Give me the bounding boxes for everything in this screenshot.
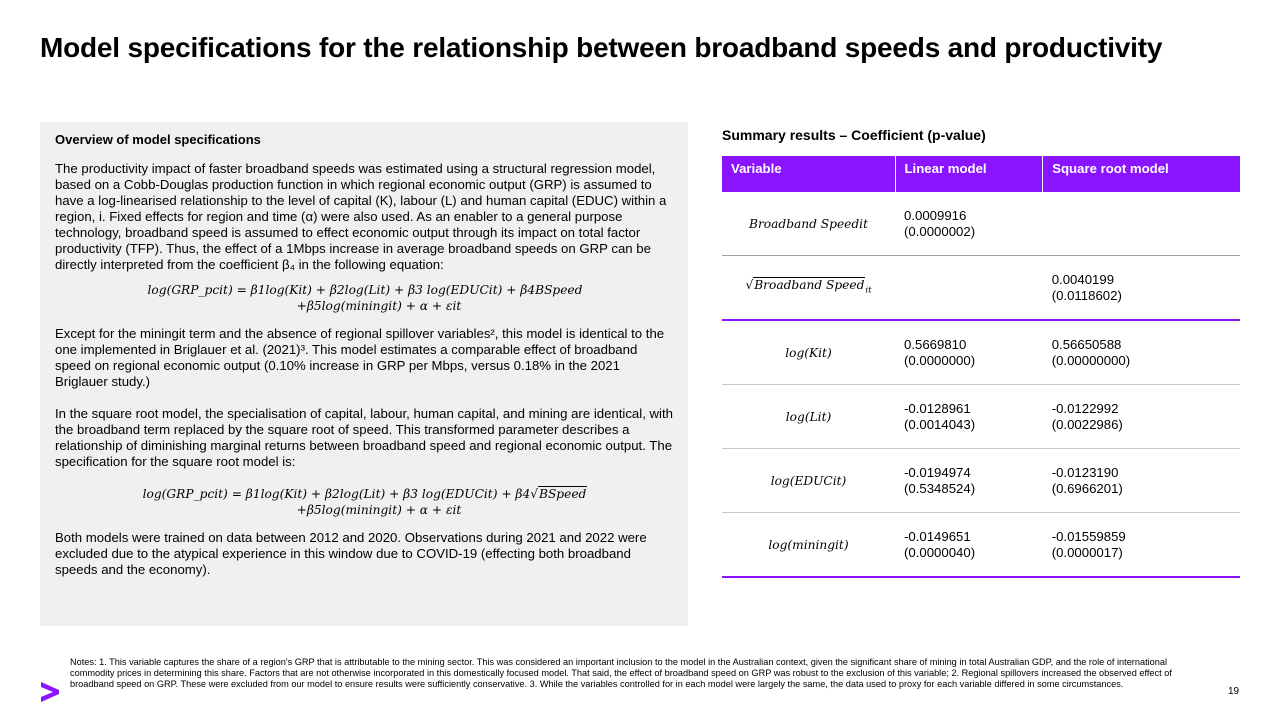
row-variable: log(Kit) (722, 320, 895, 385)
page-number: 19 (1228, 686, 1240, 697)
overview-para-1: The productivity impact of faster broadband speeds was estimated using a structural regression model, based on a Cobb-Douglas production function in which regional economic output (GRP) is assumed to have a log-linearised relationship to the level of capital (K), labour (L) and human capital (EDUC) within a region, i. Fixed effects for region and time (α) were also used. As an enabler to a general purpose technology, broadband speed is assumed to effect economic output through its impact on total factor productivity (TFP). Thus, the effect of a 1Mbps increase in average broadband speeds on GRP can be directly interpreted from the coefficient β₄ in the following equation: (55, 161, 667, 272)
p-value: (0.0000000) (904, 352, 976, 368)
equation-linear (55, 282, 675, 314)
table-row (722, 385, 1240, 449)
coef-value: 0.56650588 (1051, 336, 1122, 352)
p-value: (0.0014043) (904, 416, 976, 432)
row-linear (895, 449, 1043, 513)
table-header-row (722, 156, 1240, 192)
row-sqrt (1043, 320, 1240, 385)
p-value: (0.0000017) (1051, 544, 1123, 560)
equation-linear-line-1: log(GRP_pcit) = β1log(Kit) + β2log(Lit) + β3 log(EDUCit) + β4BSpeed (147, 283, 583, 297)
row-sqrt (1043, 256, 1240, 321)
row-variable-text: Broadband Speed (754, 277, 865, 292)
table-row (722, 513, 1240, 578)
p-value: (0.0000002) (904, 223, 976, 239)
coef-value: -0.0194974 (904, 464, 971, 480)
p-value: (0.0118602) (1051, 287, 1122, 303)
coef-value: 0.0009916 (904, 207, 967, 223)
row-linear (895, 385, 1043, 449)
footnotes: Notes: 1. This variable captures the share of a region's GRP that is attributable to the mining sector. This was considered an important inclusion to the model in the Australian context, given the significant share of mining in total Australian GDP, and the role of international commodity prices in determining this share. Factors that are not otherwise incorporated in this domestically focused model. That said, the effect of broadband speed on GRP was robust to the exclusion of this variable; 2. Regional spillovers increased the observed effect of broadband speed on GRP. These were excluded from our model to ensure results were sufficiently conservative. 3. While the variables controlled for in each model were largely the same, the data used to proxy for each variable differed in some circumstances. (70, 657, 1172, 689)
row-linear (895, 320, 1043, 385)
coef-value: -0.0122992 (1051, 400, 1119, 416)
header-linear: Linear model (895, 156, 1043, 192)
row-sqrt (1043, 192, 1240, 256)
p-value: (0.0000040) (904, 544, 976, 560)
coef-value: -0.0123190 (1051, 464, 1119, 480)
overview-para-3: In the square root model, the specialisation of capital, labour, human capital, and mining are identical, with the broadband term replaced by the square root of speed. This transformed parameter describes a relationship of diminishing marginal returns between broadband speed and regional economic output. The specification for the square root model is: (55, 406, 673, 469)
table-row (722, 192, 1240, 256)
header-sqrt: Square root model (1043, 156, 1240, 192)
equation-sqrt-term: BSpeed (539, 487, 587, 501)
summary-results-table (722, 156, 1240, 578)
p-value: (0.00000000) (1051, 352, 1131, 368)
p-value: (0.0022986) (1051, 416, 1123, 432)
equation-sqrt-line-1-text: log(GRP_pcit) = β1log(Kit) + β2log(Lit) + β3 log(EDUCit) + β4 (142, 487, 531, 501)
table-title: Summary results – Coefficient (p-value) (722, 127, 986, 143)
header-variable: Variable (722, 156, 895, 192)
row-variable-sub: it (865, 285, 872, 296)
row-sqrt (1043, 385, 1240, 449)
sqrt-symbol: √ (530, 487, 538, 501)
row-linear (895, 256, 1043, 321)
row-sqrt (1043, 513, 1240, 578)
overview-heading: Overview of model specifications (55, 132, 261, 147)
row-variable: log(miningit) (722, 513, 895, 578)
row-variable: log(Lit) (722, 385, 895, 449)
coef-value: 0.5669810 (904, 336, 967, 352)
table-row (722, 449, 1240, 513)
p-value: (0.5348524) (904, 480, 976, 496)
coef-value: 0.0040199 (1051, 271, 1115, 287)
accenture-chevron-icon (39, 681, 61, 703)
equation-sqrt (55, 486, 675, 518)
page-title: Model specifications for the relationship between broadband speeds and productivity (40, 32, 1163, 63)
table-row (722, 320, 1240, 385)
equation-sqrt-line-1 (55, 486, 675, 502)
row-variable: log(EDUCit) (722, 449, 895, 513)
equation-linear-line-2: +β5log(miningit) + α + εit (296, 299, 462, 313)
equation-sqrt-line-2: +β5log(miningit) + α + εit (296, 503, 462, 517)
sqrt-symbol: √ (745, 277, 754, 292)
row-linear (895, 192, 1043, 256)
table-row (722, 256, 1240, 321)
coef-value: -0.0149651 (904, 528, 971, 544)
row-variable: Broadband Speedit (722, 192, 895, 256)
overview-para-4: Both models were trained on data between 2012 and 2020. Observations during 2021 and 2022 were excluded due to the atypical experience in this window due to COVID-19 (effecting both broadband speeds and the economy). (55, 530, 647, 577)
row-sqrt (1043, 449, 1240, 513)
row-linear (895, 513, 1043, 578)
overview-panel (40, 122, 688, 626)
coef-value: -0.0128961 (904, 400, 971, 416)
row-variable (722, 256, 895, 321)
p-value: (0.6966201) (1051, 480, 1123, 496)
coef-value: -0.01559859 (1051, 528, 1126, 544)
overview-para-2: Except for the miningit term and the absence of regional spillover variables², this model is identical to the one implemented in Briglauer et al. (2021)³. This model estimates a comparable effect of broadband speed on regional economic output (0.10% increase in GRP per Mbps, versus 0.18% in the 2021 Briglauer study.) (55, 326, 665, 389)
